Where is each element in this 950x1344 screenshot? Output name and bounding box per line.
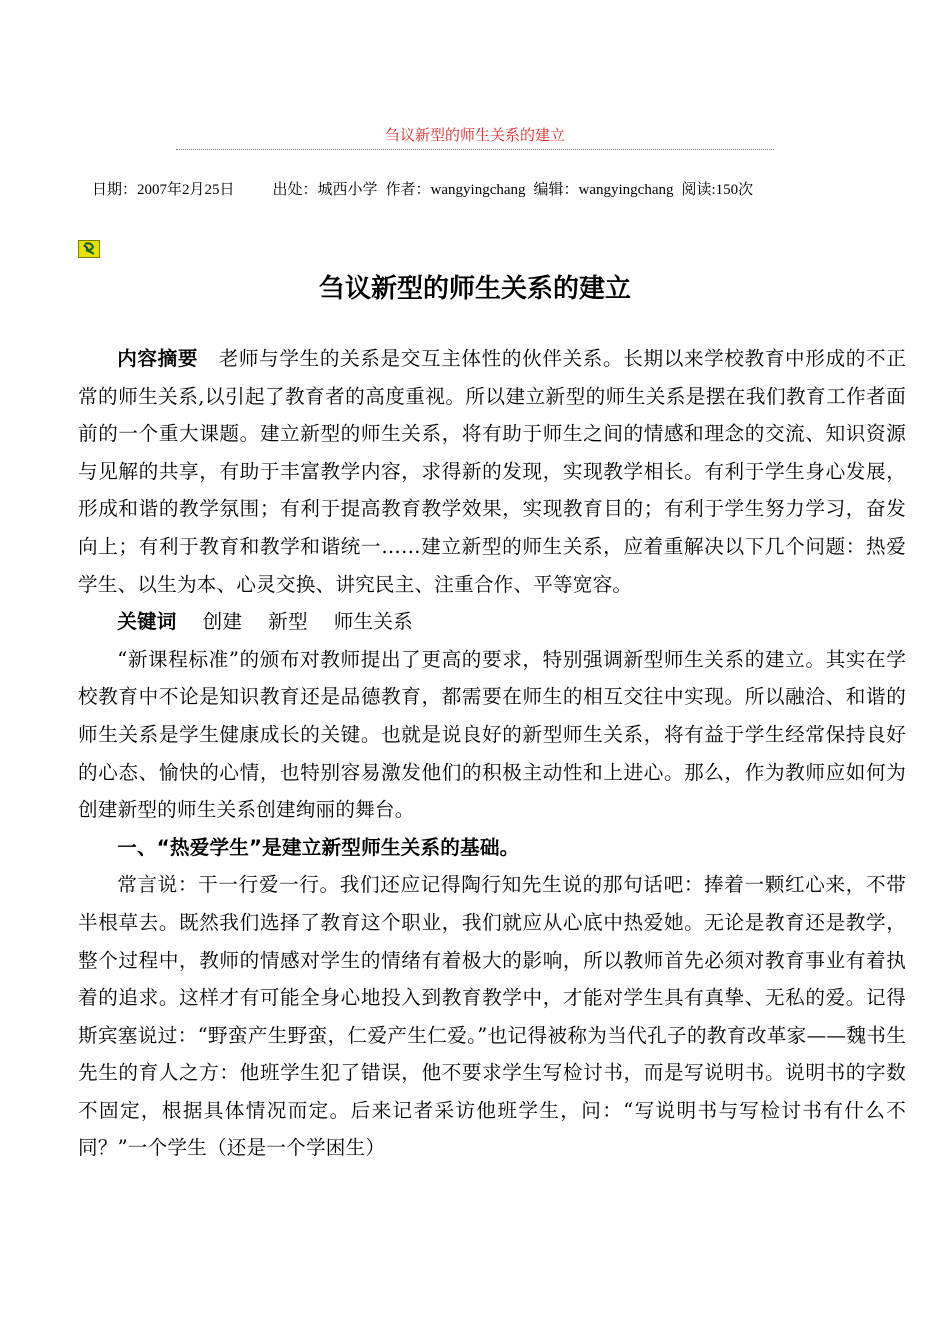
- page-header-title: 刍议新型的师生关系的建立: [384, 126, 565, 144]
- body-paragraph: 常言说：干一行爱一行。我们还应记得陶行知先生说的那句话吧：捧着一颗红心来，不带半根草去。既然我们选择了教育这个职业，我们就应从心底中热爱她。无论是教育还是教学，整个过程中，教师的情感对学生的情绪有着极大的影响，所以教师首先必须对教育事业有着执着的追求。这样才有可能全身心地投入到教育教学中，才能对学生具有真挚、无私的爱。记得斯宾塞说过：“野蛮产生野蛮，仁爱产生仁爱。”也记得被称为当代孔子的教育改革家——魏书生先生的育人之方：他班学生犯了错误，他不要求学生写检讨书，而是写说明书。说明书的字数不固定，根据具体情况而定。后来记者采访他班学生，问：“写说明书与写检讨书有什么不同？”一个学生（还是一个学困生）: [78, 873, 906, 1160]
- meta-author: 作者：wangyingchang: [385, 182, 526, 198]
- keyword-item: 师生关系: [333, 610, 413, 634]
- article-meta: [92, 178, 761, 199]
- abstract-label: 内容摘要: [117, 347, 199, 370]
- document-icon[interactable]: [78, 240, 100, 258]
- meta-editor: 编辑：wangyingchang: [533, 182, 674, 198]
- header-divider: [176, 149, 774, 150]
- abstract-text: 老师与学生的关系是交互主体性的伙伴关系。长期以来学校教育中形成的不正常的师生关系,以引起了教育者的高度重视。所以建立新型的师生关系是摆在我们教育工作者面前的一个重大课题。建立新型的师生关系，将有助于师生之间的情感和理念的交流、知识资源与见解的共享，有助于丰富教学内容，求得新的发现，实现教学相长。有利于学生身心发展，形成和谐的教学氛围；有利于提高教育教学效果，实现教育目的；有利于学生努力学习，奋发向上；有利于教育和教学和谐统一……建立新型的师生关系，应着重解决以下几个问题：热爱学生、以生为本、心灵交换、讲究民主、注重合作、平等宽容。: [78, 347, 906, 596]
- abstract-paragraph: [78, 340, 906, 603]
- keyword-item: 创建: [202, 610, 243, 634]
- article-body: [78, 340, 906, 1167]
- keywords-paragraph: [78, 603, 906, 641]
- meta-source: 出处：城西小学: [272, 182, 378, 198]
- article-title: 刍议新型的师生关系的建立: [318, 274, 631, 304]
- keyword-item: 新型: [268, 610, 308, 634]
- section-heading: 一、“热爱学生”是建立新型师生关系的基础。: [117, 835, 520, 859]
- body-paragraph: “新课程标准”的颁布对教师提出了更高的要求，特别强调新型师生关系的建立。其实在学校教育中不论是知识教育还是品德教育，都需要在师生的相互交往中实现。所以融洽、和谐的师生关系是学生健康成长的关键。也就是说良好的新型师生关系，将有益于学生经常保持良好的心态、愉快的心情，也特别容易激发他们的积极主动性和上进心。那么，作为教师应如何为创建新型的师生关系创建绚丽的舞台。: [78, 647, 906, 822]
- meta-date: 日期：2007年2月25日: [92, 182, 235, 198]
- meta-reads: 阅读:150次: [681, 182, 754, 198]
- keywords-label: 关键词: [117, 610, 177, 634]
